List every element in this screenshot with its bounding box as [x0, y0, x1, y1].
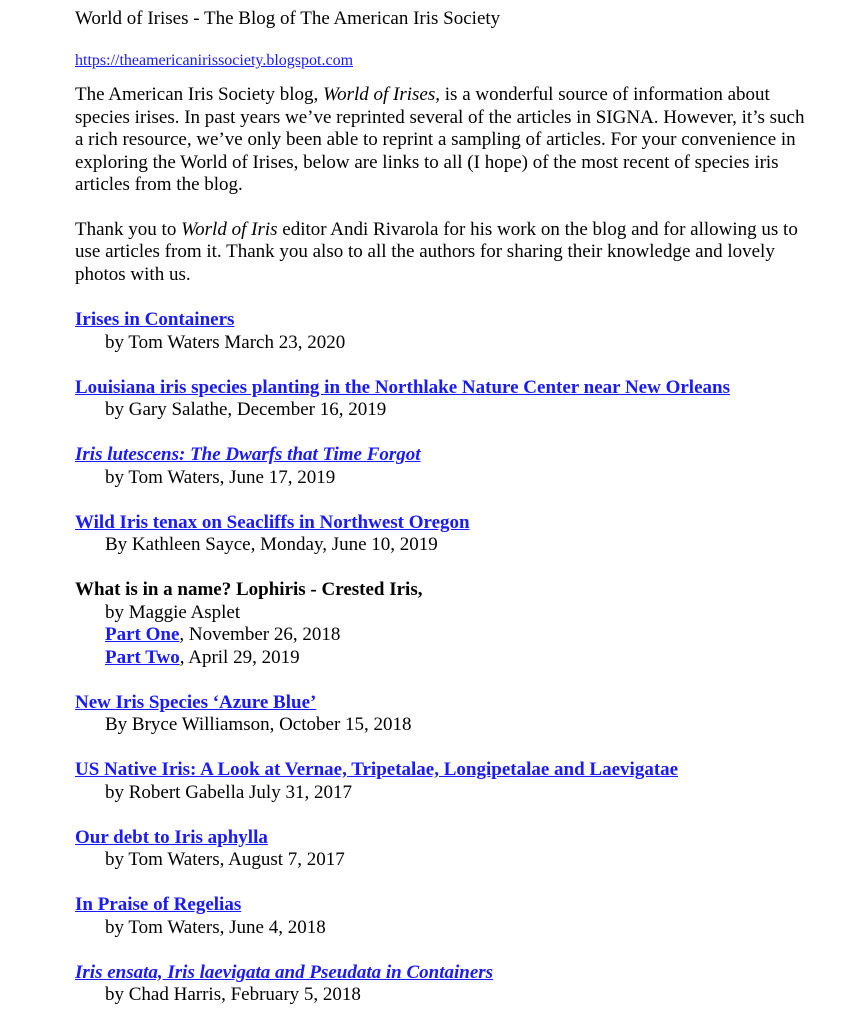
article-title: What is in a name? Lophiris - Crested Iris, — [75, 579, 423, 600]
article-title-link[interactable]: Irises in Containers — [75, 309, 235, 330]
article-item — [75, 444, 815, 489]
article-item — [75, 309, 815, 354]
article-item — [75, 579, 815, 669]
document-title: World of Irises - The Blog of The American Iris Society — [75, 8, 501, 29]
article-byline: By Bryce Williamson, October 15, 2018 — [105, 714, 412, 735]
article-title-link[interactable]: Iris ensata, Iris laevigata and Pseudata in Containers — [75, 961, 494, 983]
thanks-italic-title: World of Iris — [181, 218, 278, 240]
article-byline: by Tom Waters, June 4, 2018 — [105, 916, 326, 938]
intro-text-after: , is a wonderful source of information about species irises. In past years we’ve reprinted several of the articles in SIGNA. However, it’s such a rich resource, we’ve only been able to reprint a sampling of articles. For your convenience in exploring the World of Irises, below are links to all (I hope) of the most recent of species iris articles from the blog. — [75, 84, 805, 195]
article-byline: by Robert Gabella July 31, 2017 — [105, 781, 352, 803]
article-title-link[interactable]: Iris lutescens: The Dwarfs that Time Forgot — [75, 444, 421, 465]
article-byline: by Chad Harris, February 5, 2018 — [105, 984, 361, 1005]
article-byline: by Tom Waters, August 7, 2017 — [105, 849, 345, 870]
article-item — [75, 759, 815, 804]
article-item — [75, 962, 815, 1007]
article-item — [75, 377, 815, 422]
part-two-link[interactable]: Part Two — [105, 646, 180, 668]
intro-italic-title: World of Irises — [323, 84, 436, 105]
article-title-link[interactable]: Louisiana iris species planting in the Northlake Nature Center near New Orleans — [75, 376, 730, 398]
article-byline: by Tom Waters, June 17, 2019 — [105, 466, 336, 488]
part-two-date: , April 29, 2019 — [179, 646, 300, 668]
thanks-text-after: editor Andi Rivarola for his work on the blog and for allowing us to use articles from it. Thank you also to all the authors for sharing their knowledge and lovely photos with us. — [75, 218, 798, 285]
article-item — [75, 894, 815, 939]
article-part — [75, 647, 815, 670]
blog-url-link[interactable]: https://theamericanirissociety.blogspot.com — [75, 52, 354, 69]
article-byline: by Gary Salathe, December 16, 2019 — [105, 399, 387, 420]
article-item — [75, 512, 815, 557]
part-one-link[interactable]: Part One — [105, 624, 180, 645]
article-title-link[interactable]: Wild Iris tenax on Seacliffs in Northwest Oregon — [75, 511, 470, 533]
article-byline: by Tom Waters March 23, 2020 — [105, 331, 346, 353]
article-byline: by Maggie Asplet — [105, 601, 241, 623]
article-title-link[interactable]: In Praise of Regelias — [75, 894, 242, 915]
article-title-link[interactable]: Our debt to Iris aphylla — [75, 826, 268, 848]
article-list — [75, 309, 815, 1007]
article-title-link[interactable]: US Native Iris: A Look at Vernae, Tripetalae, Longipetalae and Laevigatae — [75, 759, 679, 780]
thanks-paragraph — [75, 219, 815, 287]
part-one-date: , November 26, 2018 — [179, 624, 341, 645]
intro-text-before: The American Iris Society blog, — [75, 84, 323, 105]
thanks-text-before: Thank you to — [75, 218, 182, 240]
article-byline: By Kathleen Sayce, Monday, June 10, 2019 — [105, 534, 438, 555]
article-item — [75, 692, 815, 737]
intro-paragraph — [75, 84, 815, 197]
article-item — [75, 827, 815, 872]
article-title-link[interactable]: New Iris Species ‘Azure Blue’ — [75, 691, 317, 713]
article-part — [75, 624, 815, 647]
